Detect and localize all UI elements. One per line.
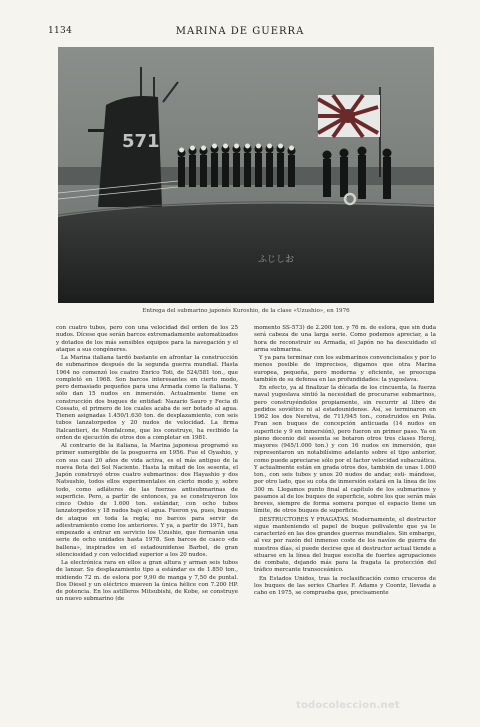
paragraph: Y ya para terminar con los submarinos convencionales y por lo menos posible de imprecisos, digamos que otra Marina europea, pequeña, pero moderna y eficiente, se preocupa también de su defensa en las profundidades: la yugoslava. <box>254 355 436 383</box>
paragraph: con cuatro tubos, pero con una velocidad del orden de los 25 nudos. Dícese que serán barcos extremadamente automatizados y dotados de los más sensibles equipos para la navegación y el ataque a sus congéneres. <box>56 325 238 353</box>
page-number: 1134 <box>48 26 73 36</box>
left-column <box>56 325 238 605</box>
paragraph: En efecto, ya al finalizar la década de los cincuenta, la fuerza naval yugoslava sintió la necesidad de procurarse submarinos, pero construyéndolos propiamente, sin recurrir al libro de pedidos soviético ni al estadounidense. Así, se terminaron en 1962 los dos Neretva, de 711/945 ton., construidos en Pola. Fran sen buques de concepción anticuada (14 nudos en superficie y 9 en inmersión), pero fueron un primer paso. Ya en pleno decenio del sesenta se botaron otros tres clases Heroj, mayores (945/1.000 ton.) y con 16 nudos en inmersión, que representaron un notabilísimo adelanto sobre el tipo anterior, como puede apreciarse sólo por el factor velocidad subacuática. Y actualmente están en grada otros dos, también de unas 1.000 ton., con seis tubos y unos 20 nudos de andar, esti- mándose, por otro lado, que su cota de inmersión estará en la línea de los 300 m. Llegamos punto final al capítulo de los submarinos y pasamos al de los buques de superficie, sobre los que serán más breves, siempre de forma somera porque el espacio tiene un límite, de otros buques de superficie. <box>254 385 436 515</box>
paragraph: En Estados Unidos, tras la reclasificación como cruceros de los buques de las series Charles F. Adams y Coontz, llevada a cabo en 1975, se comprueba que, precisamente <box>254 575 436 596</box>
hull-marking: ふじしお <box>258 255 295 265</box>
running-head: MARINA DE GUERRA <box>175 26 305 37</box>
paragraph: Al contrario de la italiana, la Marina japonesa programó su primer sumergible de la posguerra en 1956. Fue el Oyashio, y con sus casi 20 años de vida activa, es el más antiguo de la nueva flota del Sol Naciente. Hasta la mitad de los sesenta, el Japón construyó otros cuatro submarinos: dos Hayashio y dos Natsushio, todos ellos experimentales en cierto modo y, sobre todo, como adláteres de las fuerzas antisubmarinas de superficie. Pero, a partir de entonces, ya se construyeron los cinco Oshio de 1.600 ton. estándar, con ocho tubos lanzatorpedos y 18 nudos bajo el agua. Fueron ya, pues, buques de ataque en toda la regla; no barcos para servir de adiestramiento como los anteriores. Y ya, a partir de 1971, han empezado a entrar en servicio los Uzushio, que formarán una serie de ocho unidades hasta 1978. Son barcos de casco «de ballena», inspirados en el estadounidense Barbel, de gran silenciosidad y con velocidad superior a los 20 nudos. <box>56 443 238 558</box>
right-column <box>254 325 436 598</box>
section-paragraph-destructores: DESTRUCTORES Y FRAGATAS. Modernamente, el destructor sigue manteniendo el papel de buque polivalente que ya le caracterizó en las dos grandes guerras mundiales. Sin embargo, al vez por razón del inmenso coste de los navíos de guerra de nuestros días, sí puede decirse que el destructor actual tiende a situarse en la línea del buque escolta de fuertes agrupaciones de combate, dejando más para la fragata la protección del tráfico mercante transoceánico. <box>254 516 436 574</box>
page-header <box>48 26 432 40</box>
paragraph: momento SS-573) de 2.200 ton. y 76 m. de eslora, que sin duda será cabeza de una larga serie. Como podemos apreciar, a la hora de reconstruir su Armada, el Japón no ha descuidado el arma submarina. <box>254 325 436 353</box>
sail-number: 571 <box>122 131 160 152</box>
rising-sun-flag-icon <box>318 95 380 137</box>
submarine-photo <box>58 47 434 303</box>
paragraph: La electrónica rara en ellos a gran altura y arman seis tubos de lanzar. Su desplazamiento tipo a estándar es de 1.850 ton., midiendo 72 m. de eslora por 9,90 de manga y 7,50 de puntal. Dos Diesel y un eléctrico mueven la única hélice con 7.200 HP. de potencia. En los astilleros Mitsubishi, de Kobe, se construye un nuevo submarino (de <box>56 560 238 603</box>
photo-caption: Entrega del submarino japonés Kuroshio, de la clase «Uzushio», en 1976 <box>142 308 350 314</box>
paragraph: La Marina italiana tardó bastante en afrontar la construcción de submarinos después de la segunda guerra mundial. Hasta 1964 no comenzó los cuatro Enrico Toti, de 524/581 ton., que completó en 1968. Son barcos interesantes en cierto modo, pero demasiado pequeños para una Armada como la italiana. Y sólo dan 15 nudos en inmersión. Actualmente tiene en construcción dos buques de entidad: Nazario Sauro y Fecia di Cossato, el primero de los cuales acaba de ser botado al agua. Tienen asignadas 1.450/1.630 ton. de desplazamiento, con seis tubos lanzatorpedos y 20 nudos de velocidad. La firma Italcantieri, de Monfalcone, que los construye, ha recibido la orden de ejecución de otros dos a completar en 1981. <box>56 355 238 441</box>
watermark: todocoleccion.net <box>296 700 400 711</box>
